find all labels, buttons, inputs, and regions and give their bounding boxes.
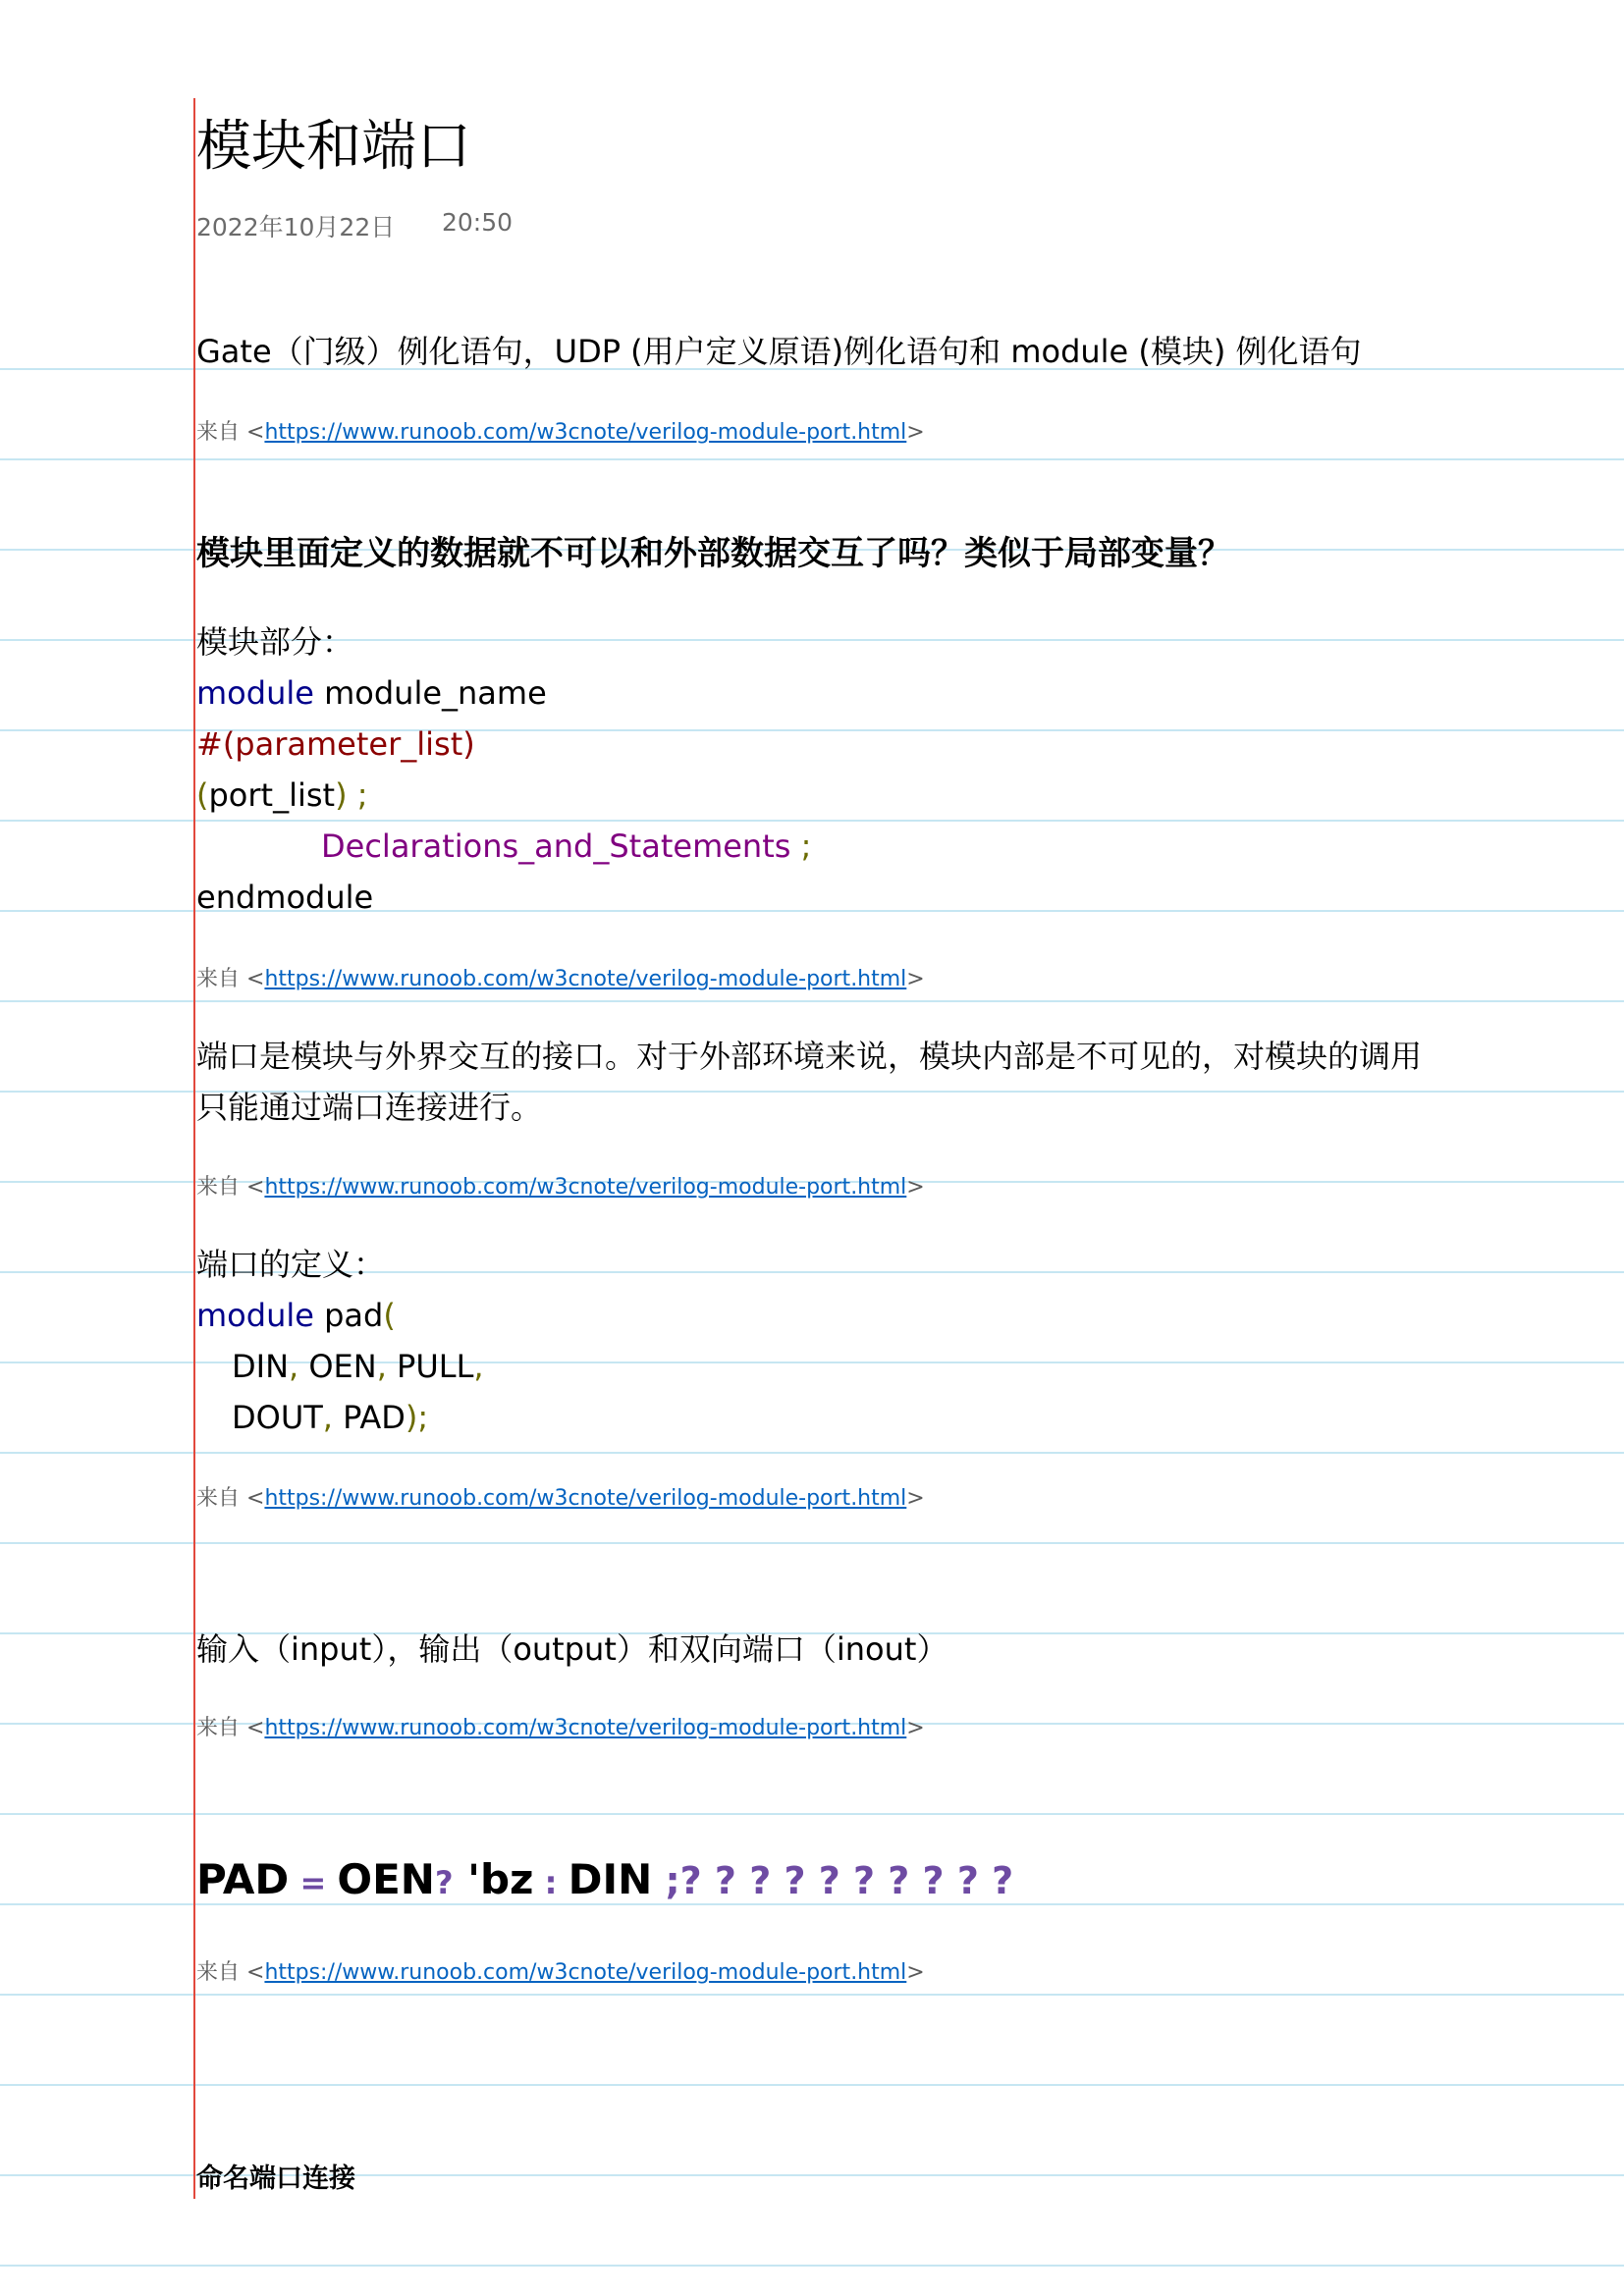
expr-colon: : [533,1864,568,1901]
source-line [196,962,925,992]
code-declarations-line [321,821,811,872]
expr-tail: ;? ? ? ? ? ? ? ? ? ? [652,1859,1014,1902]
kw-module: module [196,1297,314,1334]
source-prefix: 来自 < [196,1486,265,1511]
source-link[interactable]: https://www.runoob.com/w3cnote/verilog-module-port.html [264,1486,907,1511]
source-prefix: 来自 < [196,967,265,991]
kw-module: module [196,674,314,712]
page-time: 20:50 [442,208,514,237]
port-def-label: 端口的定义： [196,1246,386,1283]
code-module-pad-line [196,1290,396,1341]
margin-line [193,98,195,2199]
source-prefix: 来自 < [196,420,265,445]
instantiation-text: Gate（门级）例化语句，UDP (用户定义原语)例化语句和 module (模块) 例化语句 [196,333,1362,370]
pad-close-paren: ); [405,1399,429,1436]
question-heading: 模块里面定义的数据就不可以和外部数据交互了吗？类似于局部变量？ [196,534,1231,573]
expr-oen: OEN [337,1855,435,1903]
source-link[interactable]: https://www.runoob.com/w3cnote/verilog-module-port.html [264,1175,907,1200]
port-oen: OEN [308,1348,377,1385]
source-link[interactable]: https://www.runoob.com/w3cnote/verilog-module-port.html [264,1716,907,1740]
code-ports-line-2 [232,1392,428,1443]
declarations-semicolon: ; [790,828,812,865]
module-name: module_name [324,674,547,712]
source-suffix: > [906,420,925,445]
code-param-list: #(parameter_list) [196,725,475,763]
page-date: 2022年10月22日 [196,213,396,241]
code-endmodule: endmodule [196,879,374,916]
named-port-heading: 命名端口连接 [196,2163,355,2194]
source-suffix: > [906,1486,925,1511]
source-suffix: > [906,1960,925,1985]
io-types-text: 输入（input），输出（output）和双向端口（inout） [196,1630,948,1668]
code-ports-line-1 [232,1341,484,1392]
page-title: 模块和端口 [196,115,471,179]
comma: , [289,1348,299,1385]
comma: , [376,1348,387,1385]
expr-question: ? [434,1864,454,1901]
port-pad: PAD [343,1399,406,1436]
port-close-paren: ) ; [335,776,368,814]
source-line [196,1955,925,1986]
source-line [196,1481,925,1512]
port-open-paren: ( [196,776,209,814]
port-din: DIN [232,1348,290,1385]
source-line [196,1711,925,1741]
source-prefix: 来自 < [196,1175,265,1200]
source-suffix: > [906,1175,925,1200]
source-prefix: 来自 < [196,1960,265,1985]
port-pull: PULL [397,1348,474,1385]
source-link[interactable]: https://www.runoob.com/w3cnote/verilog-module-port.html [264,1960,907,1985]
pad-open-paren: ( [383,1297,396,1334]
source-link[interactable]: https://www.runoob.com/w3cnote/verilog-module-port.html [264,420,907,445]
expr-bz: 'bz [453,1855,534,1903]
source-suffix: > [906,1716,925,1740]
declarations: Declarations_and_Statements [321,828,791,865]
expr-pad: PAD [196,1855,290,1903]
port-description-line-2: 只能通过端口连接进行。 [196,1089,543,1126]
module-pad-name: pad [313,1297,384,1334]
module-part-label: 模块部分： [196,623,354,661]
comma: , [473,1348,484,1385]
code-port-list-line [196,770,368,821]
port-list: port_list [208,776,336,814]
source-prefix: 来自 < [196,1716,265,1740]
source-link[interactable]: https://www.runoob.com/w3cnote/verilog-module-port.html [264,967,907,991]
expr-din: DIN [568,1855,653,1903]
port-description-line-1: 端口是模块与外界交互的接口。对于外部环境来说，模块内部是不可见的，对模块的调用 [196,1038,1423,1075]
port-dout: DOUT [232,1399,323,1436]
pad-expression [196,1855,1013,1903]
expr-equals: = [289,1864,338,1901]
comma: , [322,1399,333,1436]
source-suffix: > [906,967,925,991]
source-line [196,1170,925,1201]
code-module-line [196,667,547,719]
source-line [196,415,925,446]
